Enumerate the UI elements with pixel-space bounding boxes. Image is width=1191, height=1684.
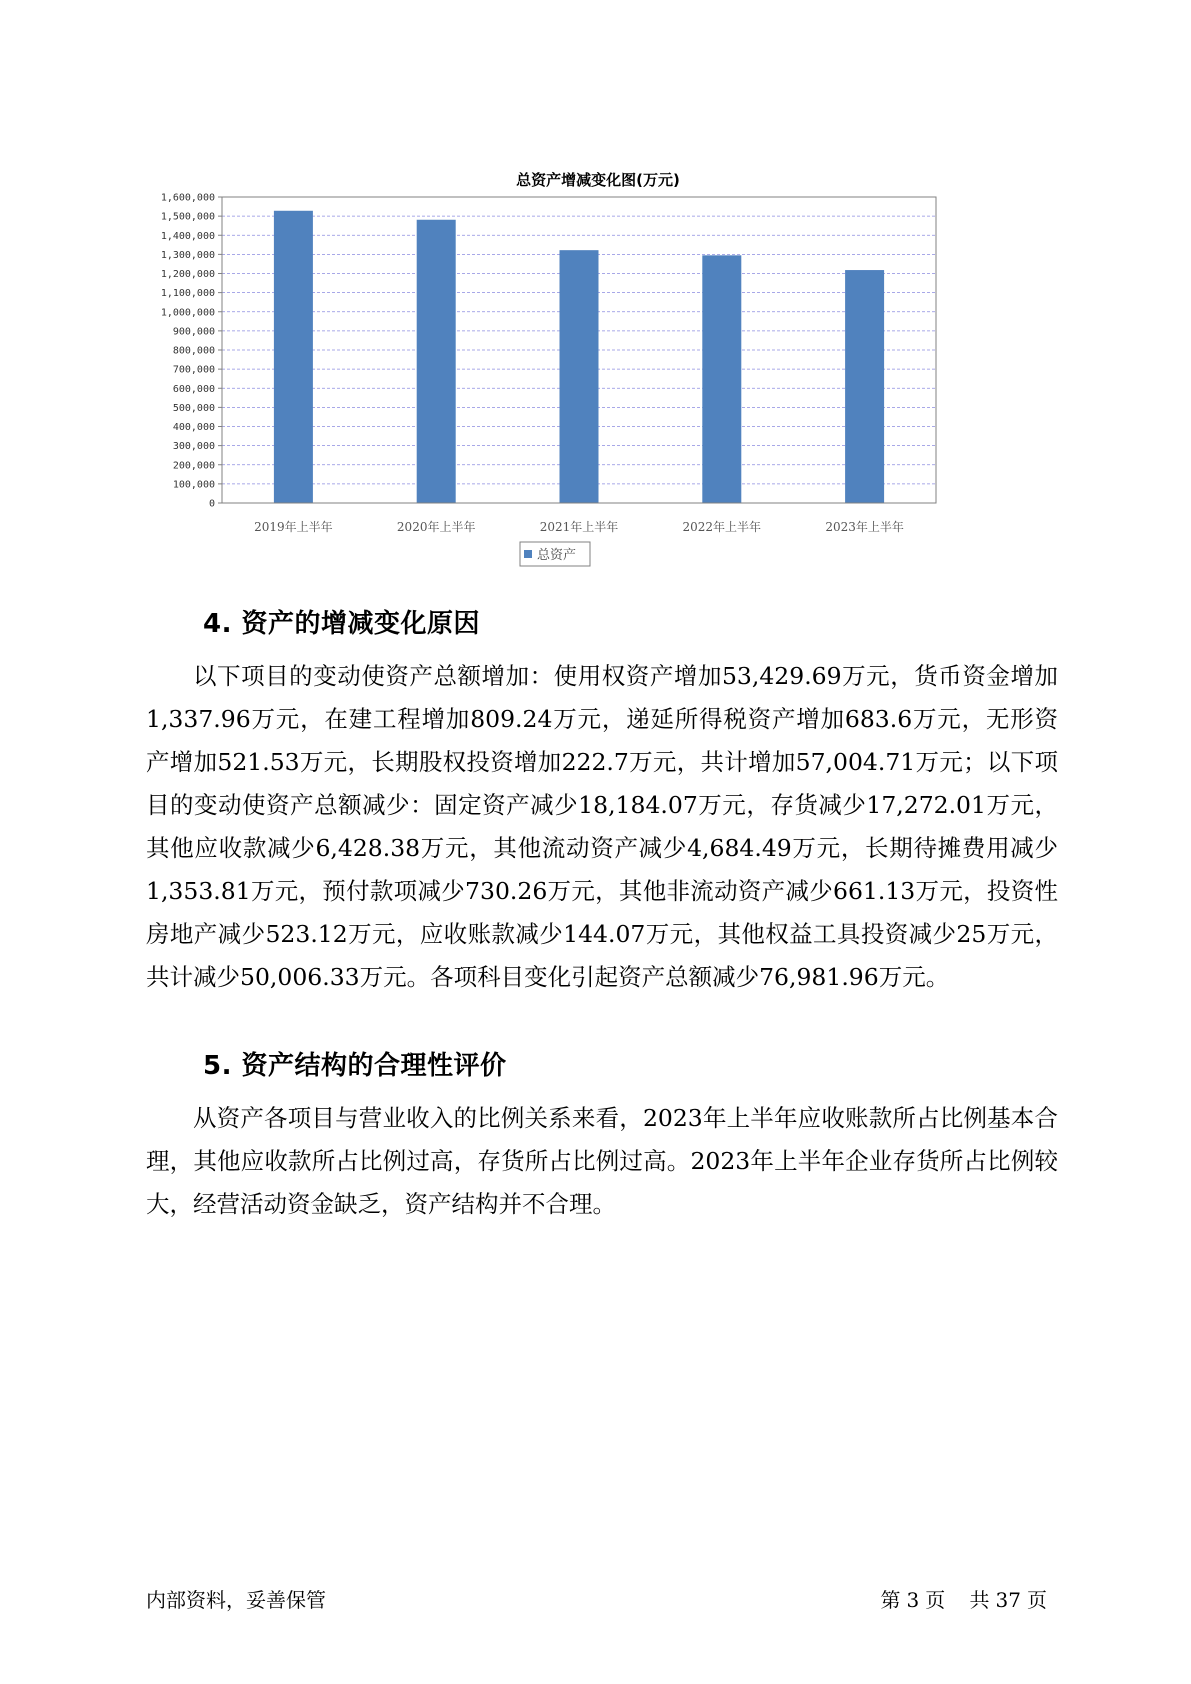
y-tick-label: 800,000 bbox=[172, 345, 215, 357]
bar-2 bbox=[417, 220, 456, 503]
footer-confidential-note: 内部资料，妥善保管 bbox=[146, 1588, 326, 1612]
x-tick-label: 2021年上半年 bbox=[539, 520, 619, 534]
chart-title: 总资产增减变化图(万元) bbox=[516, 171, 680, 189]
section-heading-asset-structure-evaluation: 5. 资产结构的合理性评价 bbox=[203, 1051, 507, 1081]
footer-page-info bbox=[874, 1584, 1047, 1613]
y-tick-label: 600,000 bbox=[172, 383, 215, 395]
bar-1 bbox=[274, 211, 313, 503]
page-prefix: 第 bbox=[880, 1588, 901, 1612]
x-tick-label: 2019年上半年 bbox=[254, 520, 333, 534]
y-tick-label: 300,000 bbox=[172, 441, 215, 453]
y-tick-label: 1,000,000 bbox=[160, 307, 215, 319]
y-tick-label: 1,300,000 bbox=[160, 249, 215, 261]
page-suffix: 页 bbox=[925, 1588, 946, 1612]
section-heading-asset-change-reasons: 4. 资产的增减变化原因 bbox=[203, 609, 481, 639]
x-tick-label: 2023年上半年 bbox=[825, 520, 904, 534]
y-tick-label: 400,000 bbox=[172, 422, 215, 433]
legend-label-total-assets: 总资产 bbox=[537, 548, 577, 563]
total-suffix: 页 bbox=[1027, 1588, 1047, 1612]
x-axis-tick-labels bbox=[254, 519, 904, 534]
bar-chart-svg bbox=[150, 165, 1020, 625]
y-axis-tick-labels bbox=[161, 193, 222, 510]
x-tick-label: 2022年上半年 bbox=[682, 520, 762, 534]
y-tick-label: 1,200,000 bbox=[160, 269, 215, 280]
paragraph-asset-structure-evaluation: 从资产各项目与营业收入的比例关系来看，2023年上半年应收账款所占比例基本合理，其他应收款所占比例过高，存货所占比例过高。2023年上半年企业存货所占比例较大，经营活动资金缺乏，资产结构并不合理。 bbox=[146, 1104, 1058, 1218]
y-tick-label: 0 bbox=[208, 498, 215, 510]
y-tick-label: 1,600,000 bbox=[160, 192, 215, 204]
bar-4 bbox=[702, 255, 741, 503]
y-tick-label: 500,000 bbox=[172, 402, 215, 414]
y-tick-label: 700,000 bbox=[172, 364, 215, 376]
total-assets-chart bbox=[150, 165, 1020, 625]
chart-legend bbox=[520, 542, 590, 566]
paragraph-asset-change-reasons: 以下项目的变动使资产总额增加：使用权资产增加53,429.69万元，货币资金增加1,337.96万元，在建工程增加809.24万元，递延所得税资产增加683.6万元，无形资产增加521.53万元，长期股权投资增加222.7万元，共计增加57,004.71万元；以下项目的变动使资产总额减少：固定资产减少18,184.07万元，存货减少17,272.01万元，其他应收款减少6,428.38万元，其他流动资产减少4,684.49万元，长期待摊费用减少1,353.81万元，预付款项减少730.26万元，其他非流动资产减少661.13万元，投资性房地产减少523.12万元，应收账款减少144.07万元，其他权益工具投资减少25万元，共计减少50,006.33万元。各项科目变化引起资产总额减少76,981.96万元。 bbox=[146, 662, 1058, 991]
x-tick-label: 2020年上半年 bbox=[396, 520, 476, 534]
y-tick-label: 1,100,000 bbox=[160, 288, 215, 300]
page-number: 3 bbox=[906, 1588, 920, 1612]
bar-3 bbox=[560, 250, 599, 503]
total-prefix: 共 bbox=[969, 1588, 990, 1612]
y-tick-label: 1,400,000 bbox=[160, 230, 215, 242]
y-tick-label: 100,000 bbox=[172, 479, 215, 491]
bar-5 bbox=[845, 270, 884, 503]
total-pages: 37 bbox=[995, 1588, 1021, 1612]
y-tick-label: 200,000 bbox=[172, 460, 215, 472]
y-tick-label: 1,500,000 bbox=[160, 211, 215, 223]
legend-swatch bbox=[524, 550, 532, 558]
y-tick-label: 900,000 bbox=[172, 326, 215, 338]
